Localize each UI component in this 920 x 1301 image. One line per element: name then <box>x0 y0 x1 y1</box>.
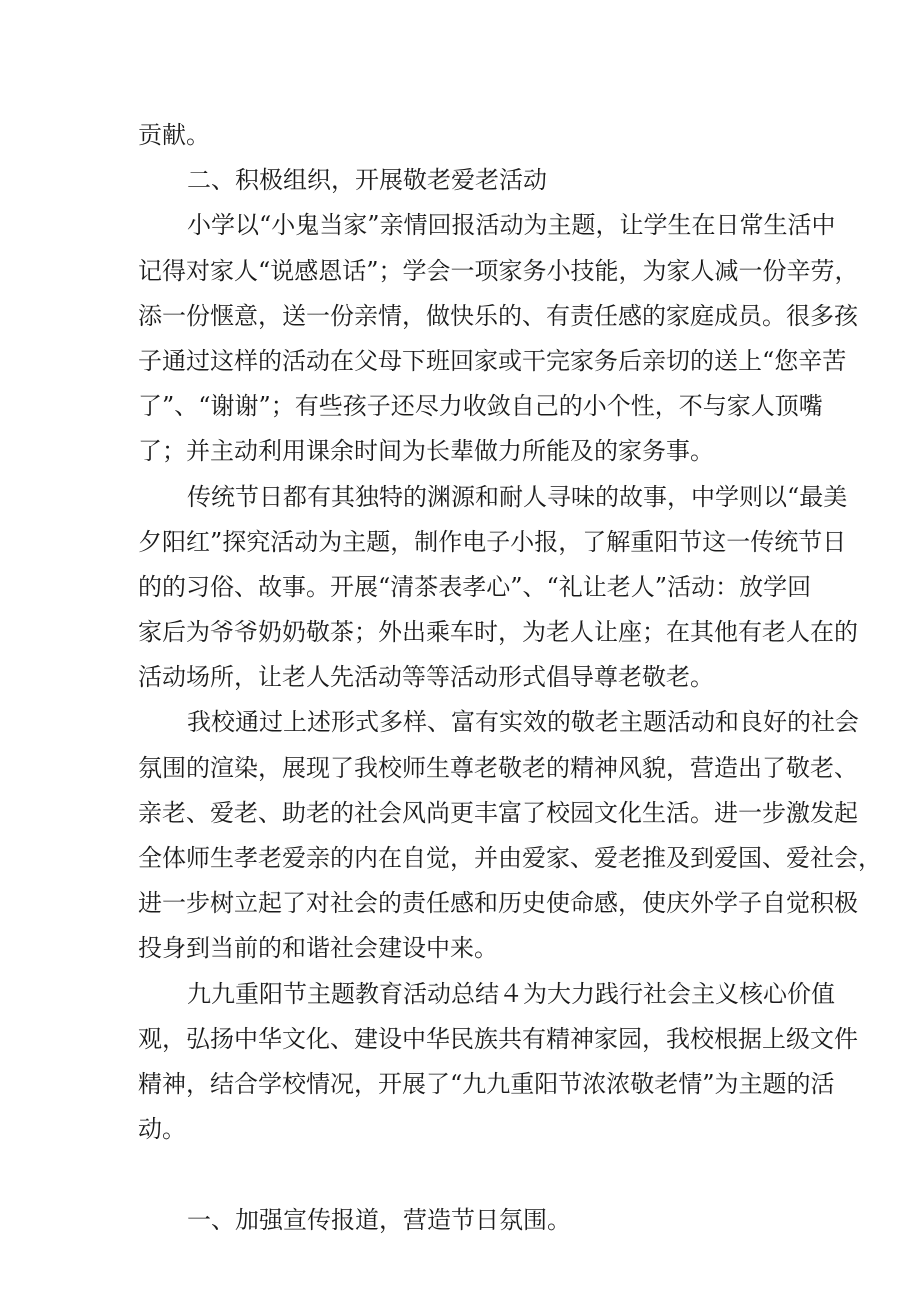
paragraph-line: 亲老、爱老、助老的社会风尚更丰富了校园文化生活。进一步激发起 <box>138 798 858 827</box>
paragraph-line: 投身到当前的和谐社会建设中来。 <box>138 934 498 963</box>
paragraph-line: 添一份惬意，送一份亲情，做快乐的、有责任感的家庭成员。很多孩 <box>138 301 858 330</box>
paragraph-line: 氛围的渲染，展现了我校师生尊老敬老的精神风貌，营造出了敬老、 <box>138 753 858 782</box>
paragraph-line: 全体师生孝老爱亲的内在自觉，并由爱家、爱老推及到爱国、爱社会， <box>138 844 882 872</box>
section-heading: 二、积极组织，开展敬老爱老活动 <box>187 166 547 195</box>
paragraph-line: 小学以“小鬼当家”亲情回报活动为主题，让学生在日常生活中 <box>187 211 836 240</box>
paragraph-line: 传统节日都有其独特的渊源和耐人寻味的故事，中学则以“最美 <box>187 482 848 511</box>
paragraph-line: 夕阳红”探究活动为主题，制作电子小报，了解重阳节这一传统节日 <box>138 527 847 556</box>
paragraph-gap <box>138 1152 786 1197</box>
paragraph-line: 进一步树立起了对社会的责任感和历史使命感，使庆外学子自觉积极 <box>138 889 858 918</box>
paragraph-line: 我校通过上述形式多样、富有实效的敬老主题活动和良好的社会 <box>187 708 859 737</box>
paragraph-line: 贡献。 <box>138 121 210 149</box>
paragraph-line: 家后为爷爷奶奶敬茶；外出乘车时，为老人让座；在其他有老人在的 <box>138 618 858 647</box>
paragraph-line: 动。 <box>138 1115 186 1144</box>
paragraph-line: 子通过这样的活动在父母下班回家或干完家务后亲切的送上“您辛苦 <box>138 346 847 375</box>
paragraph-line: 精神，结合学校情况，开展了“九九重阳节浓浓敬老情”为主题的活 <box>138 1069 835 1098</box>
section-heading: 一、加强宣传报道，营造节日氛围。 <box>187 1205 571 1234</box>
paragraph-line: 了；并主动利用课余时间为长辈做力所能及的家务事。 <box>138 437 714 466</box>
paragraph-line: 观，弘扬中华文化、建设中华民族共有精神家园，我校根据上级文件 <box>138 1024 858 1053</box>
paragraph-line: 的的习俗、故事。开展“清茶表孝心”、“礼让老人”活动：放学回 <box>138 572 812 601</box>
paragraph-line: 记得对家人“说感恩话”；学会一项家务小技能，为家人减一份辛劳， <box>138 256 859 285</box>
paragraph-line: 活动场所，让老人先活动等等活动形式倡导尊老敬老。 <box>138 663 714 692</box>
paragraph-line: 九九重阳节主题教育活动总结４为大力践行社会主义核心价值 <box>187 979 835 1008</box>
document-body <box>138 113 882 1243</box>
paragraph-line: 了”、“谢谢”；有些孩子还尽力收敛自己的小个性，不与家人顶嘴 <box>138 392 823 421</box>
